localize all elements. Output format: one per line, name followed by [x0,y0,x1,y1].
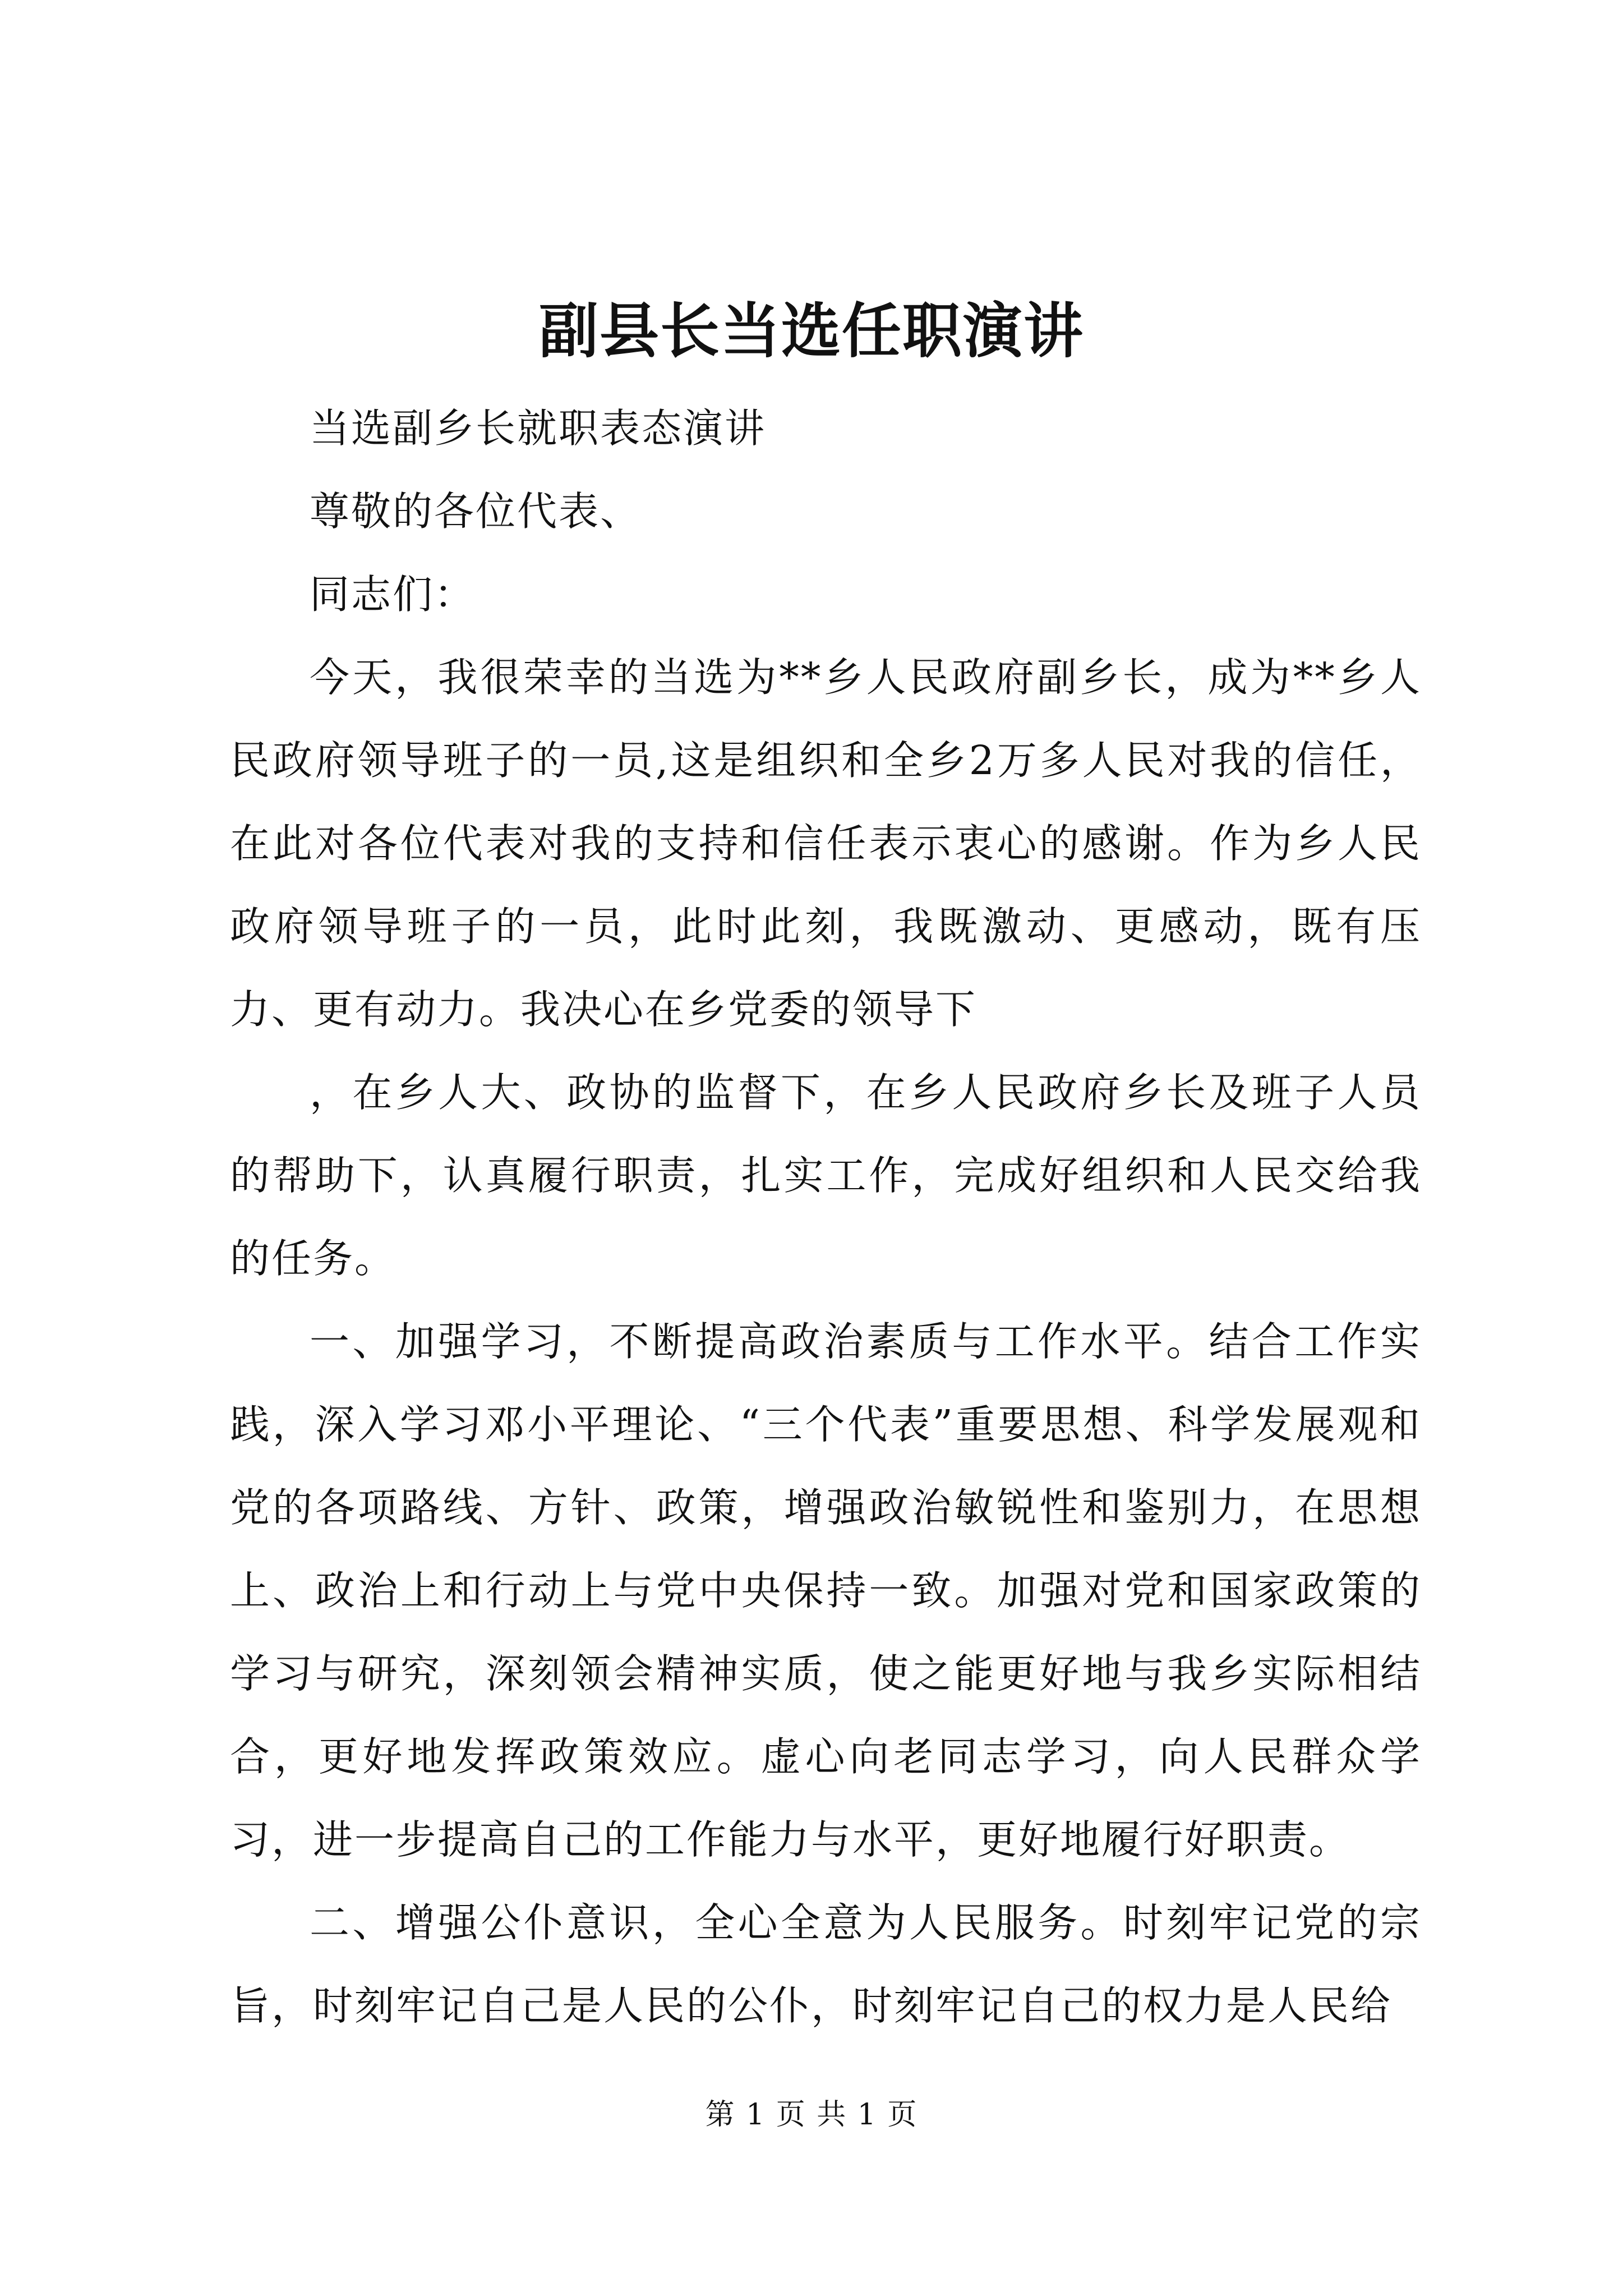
paragraph-body: 今天，我很荣幸的当选为**乡人民政府副乡长，成为**乡人民政府领导班子的一员,这是组织和全乡2万多人民对我的信任，在此对各位代表对我的支持和信任表示衷心的感谢。作为乡人民政府领导班子的一员，此时此刻，我既激动、更感动，既有压力、更有动力。我决心在乡党委的领导下 [230,654,1422,1033]
paragraph-point-1: 一、加强学习，不断提高政治素质与工作水平。结合工作实践，深入学习邓小平理论、“三个代表”重要思想、科学发展观和党的各项路线、方针、政策，增强政治敏锐性和鉴别力，在思想上、政治上和行动上与党中央保持一致。加强对党和国家政策的学习与研究，深刻领会精神实质，使之能更好地与我乡实际相结合，更好地发挥政策效应。虚心向老同志学习，向人民群众学习，进一步提高自己的工作能力与水平，更好地履行好职责。 [230,1318,1422,1863]
document-title: 副县长当选任职演讲 [539,296,1084,366]
paragraph-salutation-1: 尊敬的各位代表、 [310,488,642,535]
paragraph-point-2: 二、增强公仆意识，全心全意为人民服务。时刻牢记党的宗旨，时刻牢记自己是人民的公仆，时刻牢记自己的权力是人民给 [230,1899,1422,2029]
paragraph-salutation-2: 同志们： [310,571,476,618]
page-footer: 第 1 页 共 1 页 [705,2098,918,2132]
paragraph-body: ，在乡人大、政协的监督下，在乡人民政府乡长及班子人员的帮助下，认真履行职责，扎实工作，完成好组织和人民交给我的任务。 [230,1069,1422,1282]
paragraph-subtitle: 当选副乡长就职表态演讲 [310,405,767,452]
document-body [230,387,1422,2047]
